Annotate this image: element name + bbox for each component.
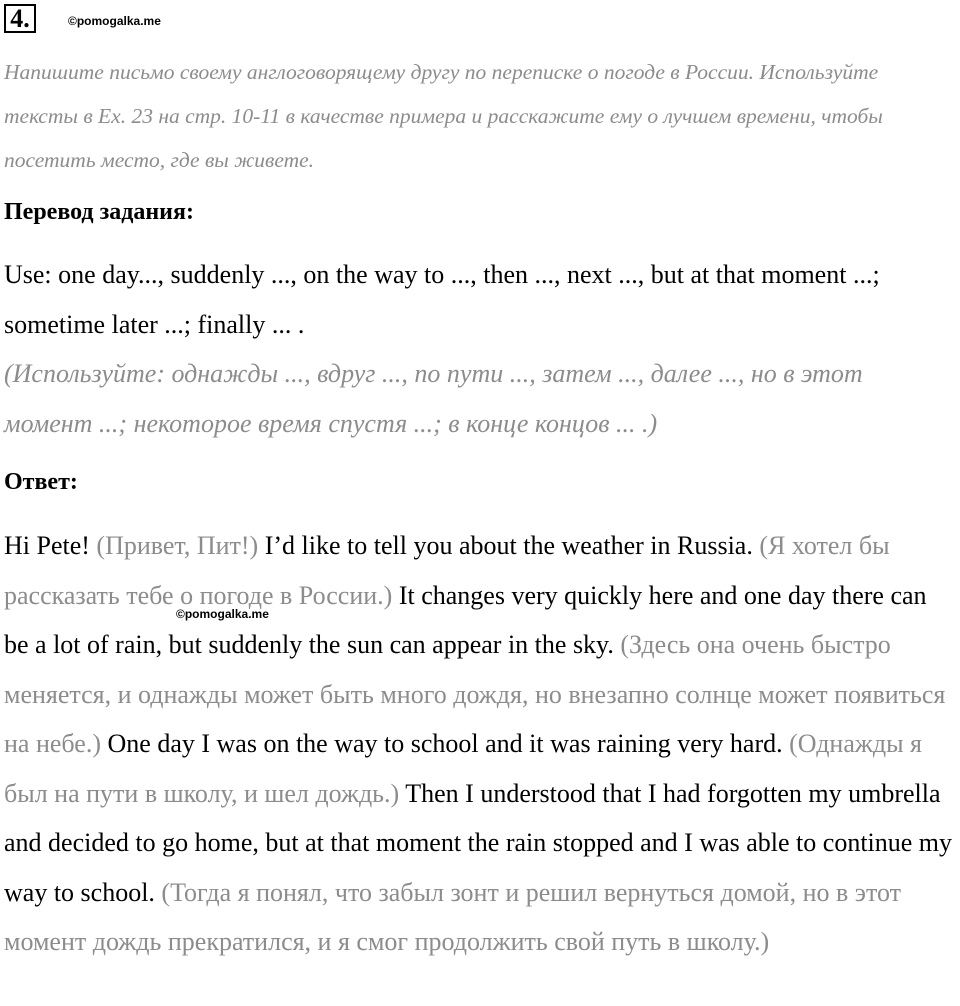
watermark-top: ©pomogalka.me	[68, 14, 161, 28]
answer-ru-2: (Я хотел бы рассказать тебе о погоде в России.)	[4, 531, 890, 610]
use-english: Use: one day..., suddenly ..., on the way to ..., then ..., next ..., but at that moment ...; sometime later ...; finally ... .	[4, 260, 880, 339]
exercise-number: 4.	[4, 4, 36, 33]
task-text: Напишите письмо своему англоговорящему другу по переписке о погоде в России. Используйте тексты в Ex. 23 на стр. 10-11 в качестве примера и расскажите ему о лучшем времени, чтобы посетить место, где вы живете.	[4, 60, 883, 172]
answer-ru-5: (Тогда я понял, что забыл зонт и решил вернуться домой, но в этот момент дождь прекратился, и я смог продолжить свой путь в школу.)	[4, 877, 901, 956]
answer-ru-1: (Привет, Пит!)	[96, 531, 259, 560]
use-russian: (Используйте: однажды ..., вдруг ..., по пути ..., затем ..., далее ..., но в этот момент ...; некоторое время спустя ...; в конце концов ... .)	[4, 359, 863, 438]
answer-en-2: I’d like to tell you about the weather in Russia.	[264, 531, 753, 560]
answer-en-3: It changes very quickly here and one day there can be a lot of rain, but suddenly the sun can appear in the sky.	[4, 580, 927, 659]
answer-ru-3: (Здесь она очень быстро меняется, и однажды может быть много дождя, но внезапно солнце может появиться на небе.)	[4, 630, 946, 758]
answer-text	[4, 521, 956, 967]
answer-en-4: One day I was on the way to school and it was raining very hard.	[107, 729, 783, 758]
answer-en-1: Hi Pete!	[4, 531, 90, 560]
answer-heading: Ответ:	[4, 469, 78, 495]
use-section	[4, 250, 956, 448]
translation-heading: Перевод задания:	[4, 199, 194, 225]
answer-en-5: Then I understood that I had forgotten my umbrella and decided to go home, but at that moment the rain stopped and I was able to continue my way to school.	[4, 778, 953, 907]
watermark-middle: ©pomogalka.me	[176, 607, 269, 621]
answer-ru-4: (Однажды я был на пути в школу, и шел дождь.)	[4, 729, 923, 808]
